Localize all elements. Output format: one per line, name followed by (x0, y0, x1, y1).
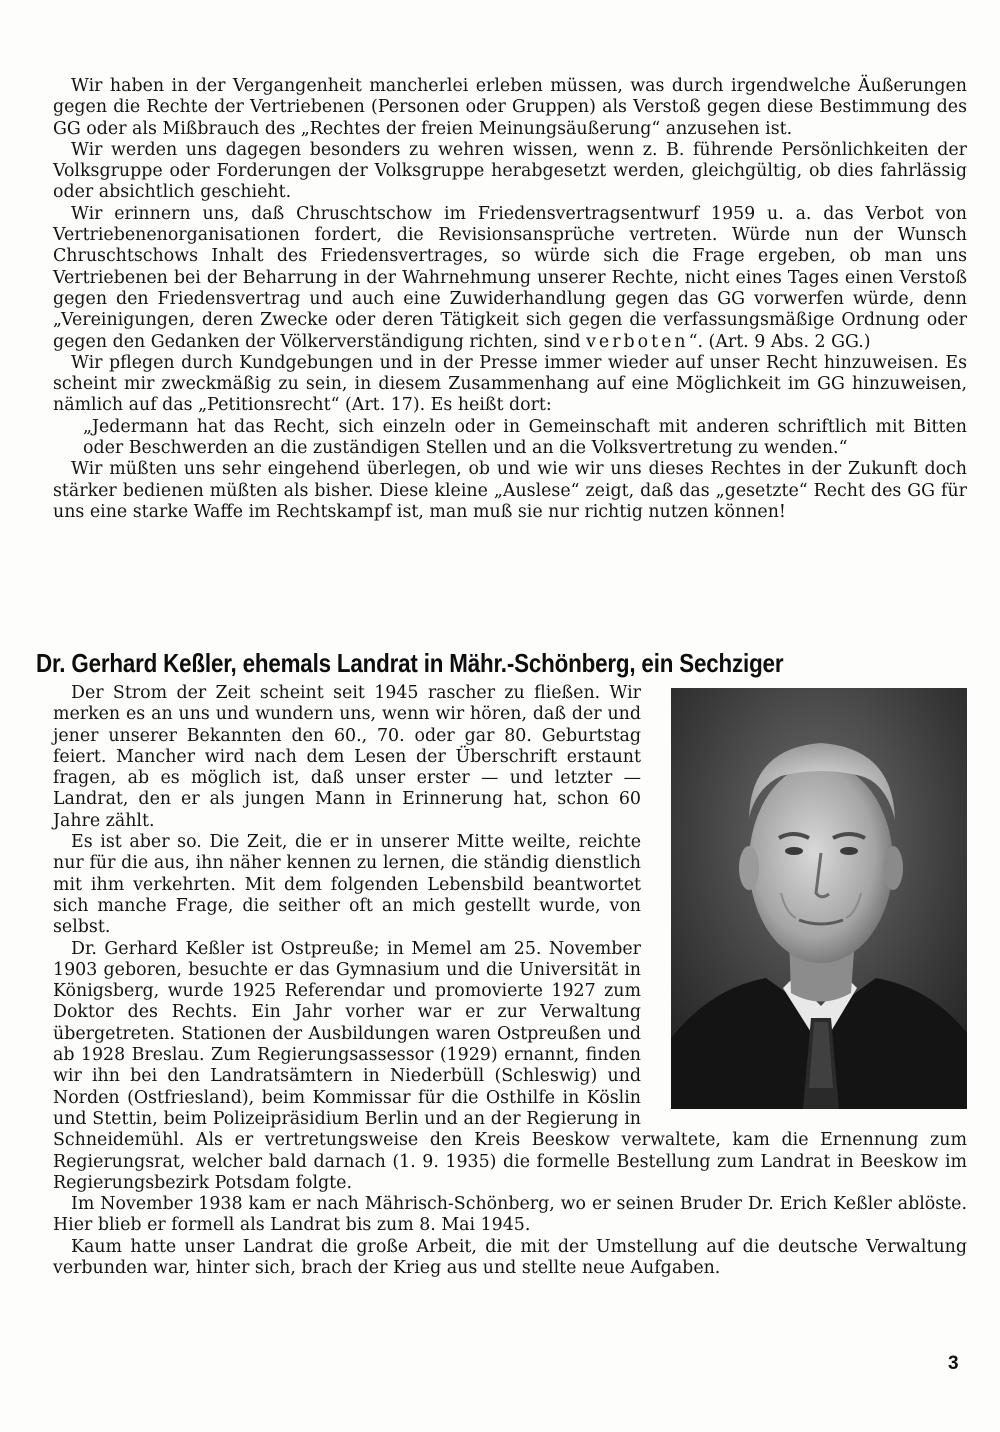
paragraph: Kaum hatte unser Landrat die große Arbeit, die mit der Umstellung auf die deutsche Verwaltung verbunden war, hinter sich, brach der Krieg aus und stellte neue Aufgaben. (53, 1236, 967, 1279)
paragraph: Der Strom der Zeit scheint seit 1945 rascher zu fließen. Wir merken es an uns und wundern uns, wenn wir hören, daß der und jener unserer Bekannten den 60., 70. oder gar 80. Geburtstag feiert. Mancher wird nach dem Lesen der Überschrift erstaunt fragen, ab es möglich ist, daß unser erster — und letzter — Landrat, den er als jungen Mann in Erinnerung hat, schon 60 Jahre zählt. (53, 683, 641, 831)
paragraph: Dr. Gerhard Keßler ist Ostpreuße; in Memel am 25. November 1903 geboren, besuchte er das Gymnasium und die Universität in Königsberg, wurde 1925 Referendar und promovierte 1927 zum Doktor des Rechts. Ein Jahr vorher war er zur Verwaltung übergetreten. Stationen der Ausbildungen waren Ostpreußen und ab 1928 Breslau. Zum Regierungsassessor (1929) ernannt, finden wir ihn bei den Landratsämtern in Niederbüll (Schleswig) und Norden (Ostfriesland), beim Kommissar für die Osthilfe in Köslin und Stettin, beim Polizeipräsidium Berlin und an der Regierung in Schneidemühl. Als er vertretungsweise den Kreis Beeskow verwaltete, kam die Ernennung zum Regierungsrat, welcher bald darnach (1. 9. 1935) die formelle Bestellung zum Landrat in Beeskow im Regierungsbezirk Potsdam folgte. (53, 938, 967, 1193)
paragraph: Wir müßten uns sehr eingehend überlegen, ob und wie wir uns dieses Rechtes in der Zukunft doch stärker bedienen müßten als bisher. Diese kleine „Auslese“ zeigt, daß das „gesetzte“ Recht des GG für uns eine starke Waffe im Rechtskampf ist, man muß sie nur richtig nutzen können! (53, 459, 967, 522)
portrait-image (671, 688, 967, 1109)
paragraph: Wir werden uns dagegen besonders zu wehren wissen, wenn z. B. führende Persönlichkeiten der Volksgruppe oder Forderungen der Volksgruppe herabgesetzt werden, gleichgültig, ob dies fahrlässig oder absichtlich geschieht. (53, 139, 967, 203)
paragraph: Im November 1938 kam er nach Mährisch-Schönberg, wo er seinen Bruder Dr. Erich Keßler ablöste. Hier blieb er formell als Landrat bis zum 8. Mai 1945. (53, 1194, 967, 1236)
paragraph: Es ist aber so. Die Zeit, die er in unserer Mitte weilte, reichte nur für die aus, ihn näher kennen zu lernen, die ständig dienstlich mit ihm verkehrten. Mit dem folgenden Lebensbild beantwortet sich manche Frage, die seither oft an mich gestellt wurde, von selbst. (53, 832, 641, 938)
portrait-photo (671, 688, 967, 1109)
paragraph: Wir pflegen durch Kundgebungen und in der Presse immer wieder auf unser Recht hinzuweisen. Es scheint mir zweckmäßig zu sein, in diesem Zusammenhang auf eine Möglichkeit im GG hinzuweisen, nämlich auf das „Petitionsrecht“ (Art. 17). Es heißt dort: (53, 352, 967, 416)
article-body (53, 683, 967, 1279)
page-number: 3 (948, 1353, 959, 1374)
emphasized-word: verboten (586, 331, 689, 352)
citation: “. (Art. 9 Abs. 2 GG.) (688, 331, 871, 352)
article-heading: Dr. Gerhard Keßler, ehemals Landrat in Mähr.-Schönberg, ein Sechziger (36, 648, 784, 678)
paragraph-text: Wir erinnern uns, daß Chruschtschow im Friedensvertragsentwurf 1959 u. a. das Verbot von Vertriebenenorganisationen fordert, die Revisionsansprüche vertreten. Würde nun der Wunsch Chruschtschows Inhalt des Friedensvertrages, so würde sich die Frage ergeben, ob man uns Vertriebenen bei der Beharrung in der Wahrnehmung unserer Rechte, nicht eines Tages einen Verstoß gegen den Friedensvertrag und auch eine Zuwiderhandlung gegen das GG vorwerfen würde, denn „Vereinigungen, deren Zwecke oder deren Tätigkeit sich gegen die verfassungsmäßige Ordnung oder gegen den Gedanken der Völkerverständigung richten, sind (53, 203, 967, 352)
block-quote: „Jedermann hat das Recht, sich einzeln oder in Gemeinschaft mit anderen schriftlich mit Bitten oder Beschwerden an die zuständigen Stellen und an die Volksvertretung zu wenden.“ (83, 416, 967, 459)
article-continuation (53, 76, 967, 523)
paragraph: Wir haben in der Vergangenheit mancherlei erleben müssen, was durch irgendwelche Äußerungen gegen die Rechte der Vertriebenen (Personen oder Gruppen) als Verstoß gegen diese Bestimmung des GG oder als Mißbrauch des „Rechtes der freien Meinungsäußerung“ anzusehen ist. (53, 76, 967, 139)
paragraph (53, 204, 967, 353)
